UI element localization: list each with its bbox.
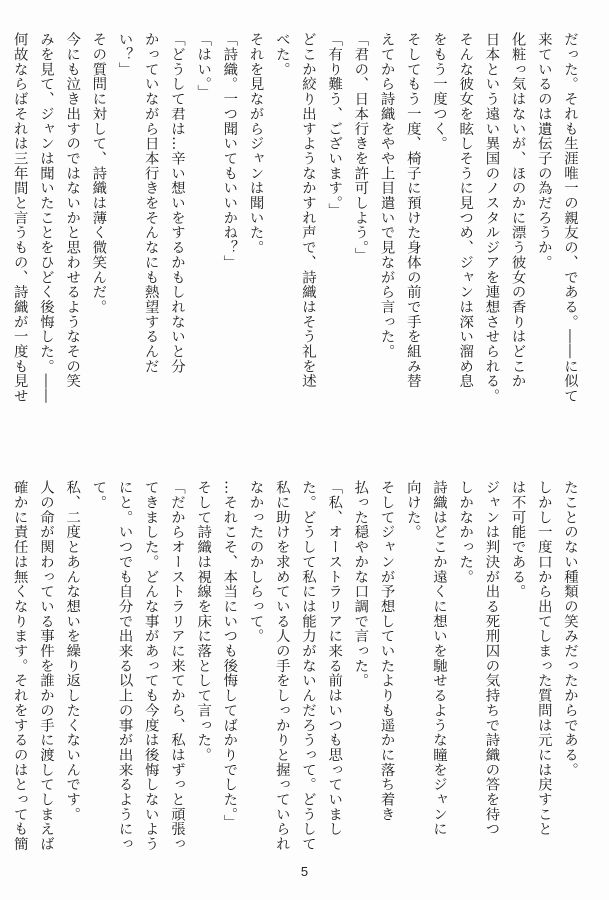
text-line: にと。いつでも自分で出来る以上の事が出来るようにっ	[116, 480, 133, 852]
text-line: 今にも泣き出すのではないかと思わせるようなその笑	[64, 32, 81, 389]
text-line: 「有り難う、ございます。」	[326, 32, 343, 218]
text-line: 何故ならばそれは三年間と言うもの、詩織が一度も見せ	[11, 32, 28, 404]
text-line: 詩織はどこか遠くに想いを馳せるような瞳をジャンに	[430, 480, 447, 837]
text-line: 「はい。」	[195, 32, 212, 100]
text-line: 人の命が関わっている事件を誰かの手に渡してしまえば	[37, 480, 54, 852]
upper-text-block	[11, 32, 583, 432]
text-line: 「君の、日本行きを許可しよう。」	[352, 32, 369, 263]
text-line: た。どうして私には能力がないんだろうって。どうして	[299, 480, 316, 852]
text-line: なかったのかしらって。	[247, 480, 264, 644]
text-line: てきました。どんな事があっても今度は後悔しないよう	[142, 480, 159, 852]
text-line: 払った穏やかな口調で言った。	[352, 480, 369, 688]
text-line: 確かに責任は無くなります。それをするのはとっても簡	[11, 480, 28, 852]
page-number: 5	[300, 864, 309, 879]
text-line: をもう一度つく。	[430, 32, 447, 151]
text-line: そしてもう一度、椅子に預けた身体の前で手を組み替	[404, 32, 421, 389]
text-line: 日本という遠い異国のノスタルジアを連想させられる。	[483, 32, 500, 404]
text-line: い？」	[116, 32, 133, 77]
text-line: 化粧っ気はないが、ほのかに漂う彼女の香りはどこか	[509, 32, 526, 389]
text-line: …それこそ、本当にいつも後悔してばかりでした。」	[221, 480, 238, 830]
text-line: ジャンは判決が出る死刑囚の気持ちで詩織の答を待つ	[483, 480, 500, 837]
text-line: えてから詩織をやや上目遣いで見ながら言った。	[378, 32, 395, 359]
text-line: 私に助けを求めている人の手をしっかりと握っていられ	[273, 480, 290, 852]
text-line: 向けた。	[404, 480, 421, 540]
text-line: は不可能である。	[509, 480, 526, 599]
text-line: そして詩織は視線を床に落として言った。	[195, 480, 212, 763]
text-line: そんな彼女を眩しそうに見つめ、ジャンは深い溜め息	[457, 32, 474, 389]
text-line: しかし一度口から出てしまった質問は元には戻すこと	[535, 480, 552, 837]
text-line: みを見て、ジャンは聞いたことをひどく後悔した。――	[37, 32, 54, 404]
text-line: 「私、オーストラリアに来る前はいつも思っていまし	[326, 480, 343, 837]
text-line: べた。	[273, 32, 290, 77]
text-line: 「詩織。一つ聞いてもいいかね？」	[221, 32, 238, 270]
text-line: それを見ながらジャンは聞いた。	[247, 32, 264, 255]
text-line: て。	[90, 480, 107, 510]
text-line: かっていながら日本行きをそんなにも熱望するんだ	[142, 32, 159, 374]
text-line: どこか絞り出すようなかすれ声で、詩織はそう礼を述	[299, 32, 316, 389]
text-line: しかなかった。	[457, 480, 474, 584]
text-line: そしてジャンが予想していたよりも遥かに落ち着き	[378, 480, 395, 822]
text-line: たことのない種類の笑みだったからである。	[562, 480, 578, 777]
lower-text-block	[11, 480, 583, 878]
text-line: 来ているのは遺伝子の為だろうか。	[535, 32, 552, 270]
text-line: だった。それも生涯唯一の親友の、である。――に似て	[562, 32, 578, 404]
text-line: 私、二度とあんな想いを繰り返したくないんです。	[64, 480, 81, 822]
text-line: 「だからオーストラリアに来てから、私はずっと頑張っ	[168, 480, 185, 852]
text-line: その質問に対して、詩織は薄く微笑んだ。	[90, 32, 107, 315]
text-line: 「どうして君は…辛い想いをするかもしれないと分	[168, 32, 185, 374]
